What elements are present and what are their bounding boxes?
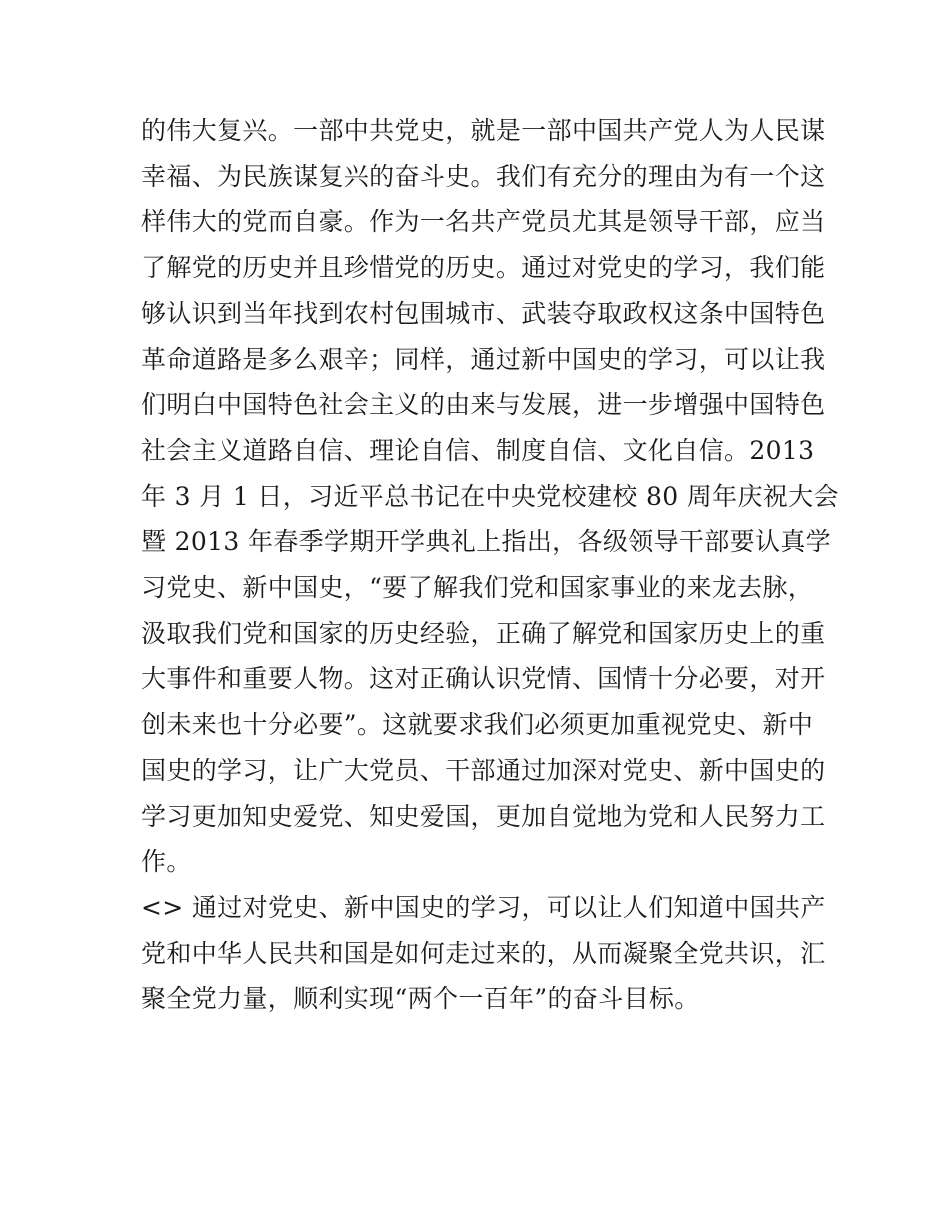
text-line: 社会主义道路自信、理论自信、制度自信、文化自信。2013	[141, 435, 815, 465]
text-line: 样伟大的党而自豪。作为一名共产党员尤其是领导干部，应当	[141, 207, 826, 237]
text-line: 汲取我们党和国家的历史经验，正确了解党和国家历史上的重	[141, 618, 826, 648]
text-line: 党和中华人民共和国是如何走过来的，从而凝聚全党共识，汇	[141, 938, 826, 968]
text-line: 学习更加知史爱党、知史爱国，更加自觉地为党和人民努力工	[141, 801, 826, 831]
text-line: 幸福、为民族谋复兴的奋斗史。我们有充分的理由为有一个这	[141, 161, 826, 191]
paragraph-2	[141, 885, 826, 1022]
text-line: 们明白中国特色社会主义的由来与发展，进一步增强中国特色	[141, 390, 826, 420]
text-line: 聚全党力量，顺利实现“两个一百年”的奋斗目标。	[141, 984, 700, 1014]
document-body	[141, 108, 839, 1022]
text-line: 够认识到当年找到农村包围城市、武装夺取政权这条中国特色	[141, 298, 826, 328]
text-line: 习党史、新中国史，“要了解我们党和国家事业的来龙去脉，	[141, 573, 814, 603]
text-line: 了解党的历史并且珍惜党的历史。通过对党史的学习，我们能	[141, 253, 826, 283]
text-line: 年 3 月 1 日，习近平总书记在中央党校建校 80 周年庆祝大会	[141, 481, 839, 511]
text-line: 暨 2013 年春季学期开学典礼上指出，各级领导干部要认真学	[141, 527, 832, 557]
text-line: 大事件和重要人物。这对正确认识党情、国情十分必要，对开	[141, 664, 826, 694]
text-line: 的伟大复兴。一部中共党史，就是一部中国共产党人为人民谋	[141, 116, 826, 145]
text-line: 国史的学习，让广大党员、干部通过加深对党史、新中国史的	[141, 755, 826, 785]
text-line: 创未来也十分必要”。这就要求我们必须更加重视党史、新中	[141, 710, 814, 740]
paragraph-1	[141, 108, 839, 885]
text-line: 作。	[141, 847, 192, 877]
text-line: <> 通过对党史、新中国史的学习，可以让人们知道中国共产	[141, 892, 826, 922]
text-line: 革命道路是多么艰辛；同样，通过新中国史的学习，可以让我	[141, 344, 826, 374]
